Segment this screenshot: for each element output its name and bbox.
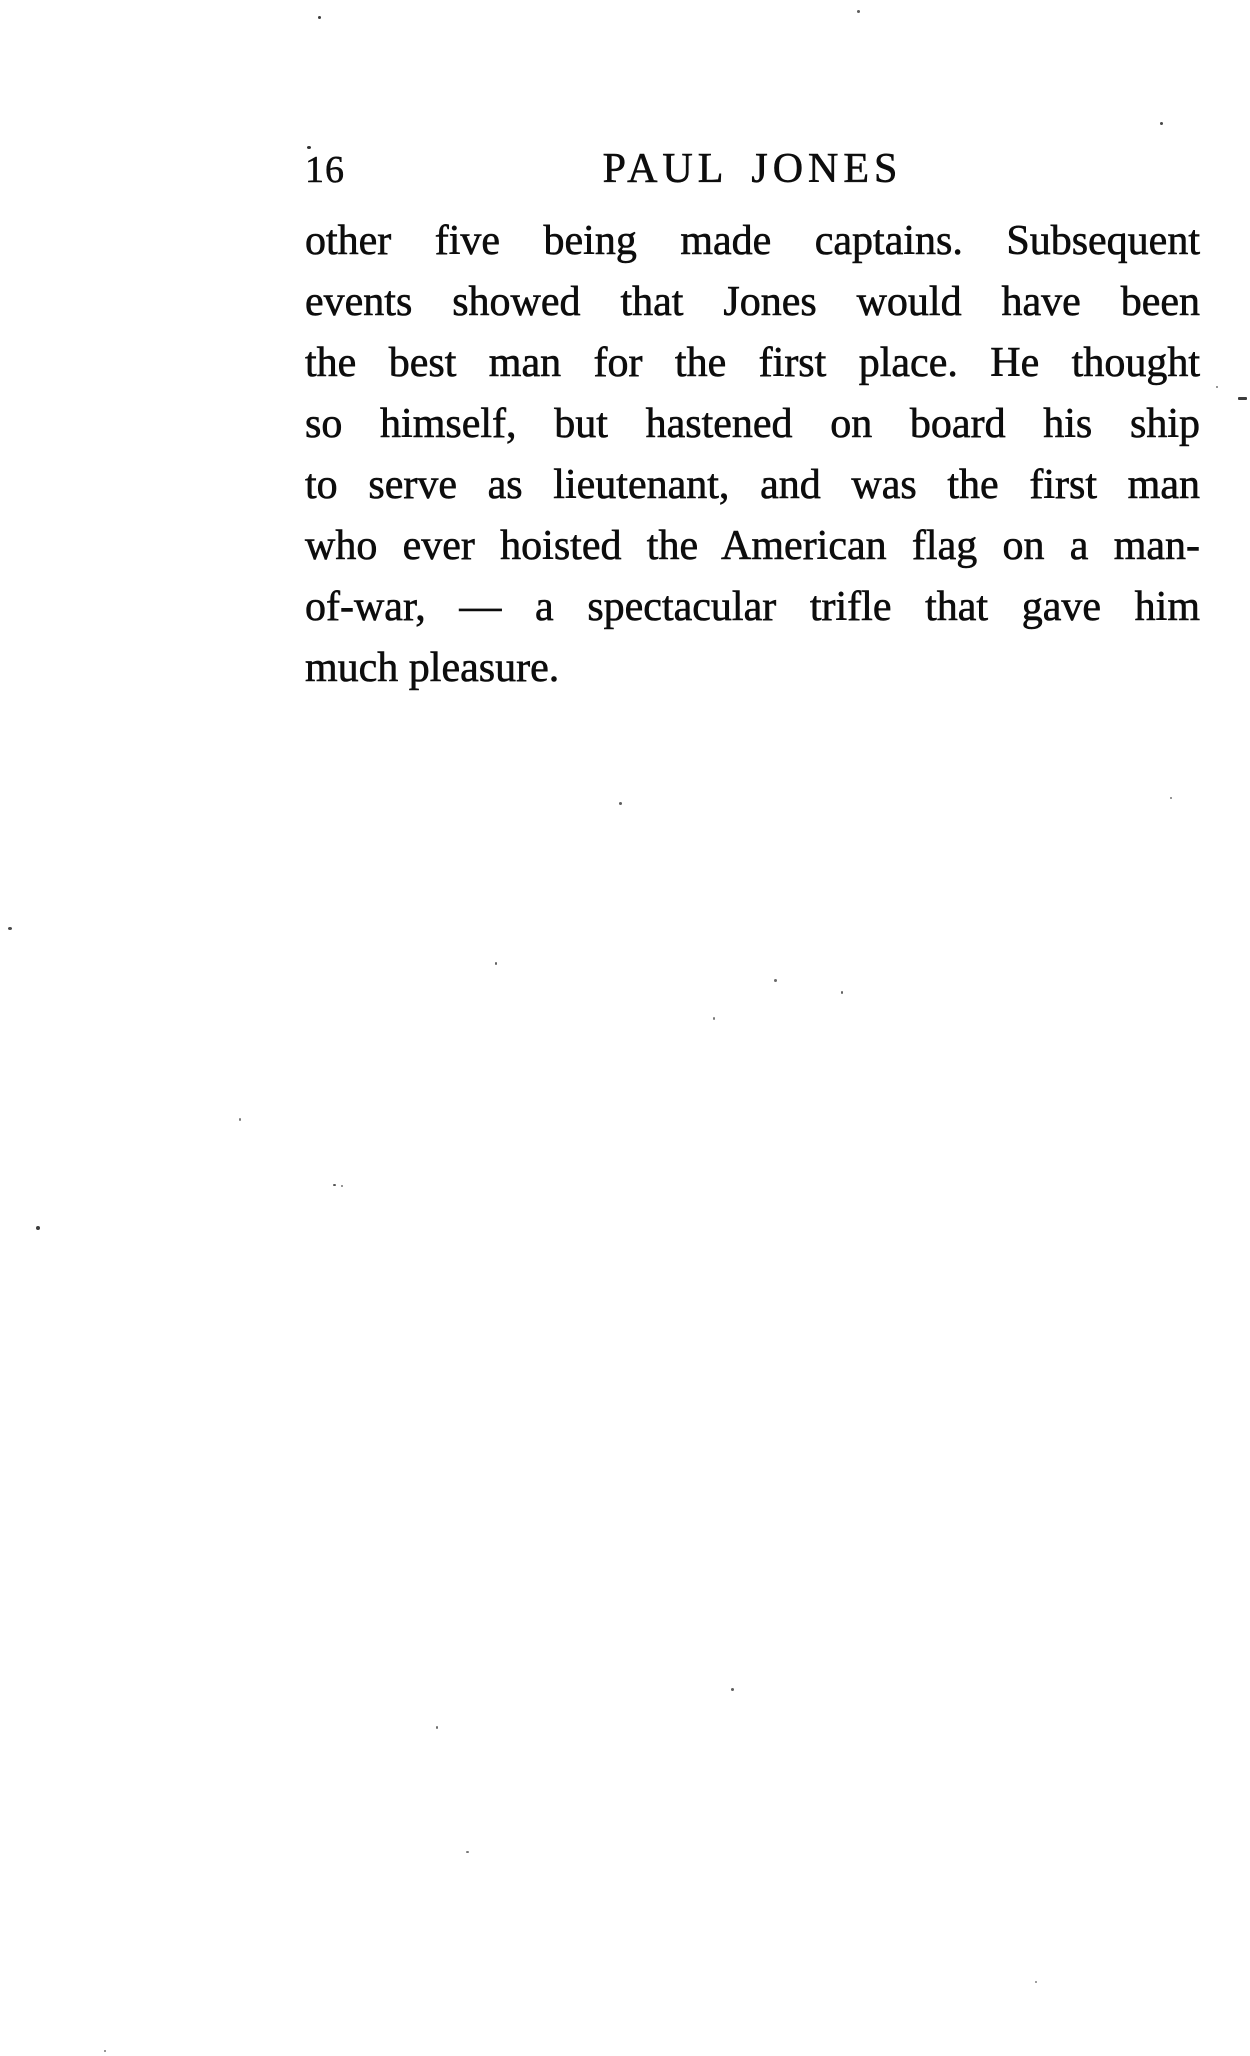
scan-speck — [36, 1226, 40, 1230]
scan-speck — [841, 991, 843, 994]
text-line: of-war, — a spectacular trifle that gave him — [305, 584, 1200, 630]
scan-speck — [341, 1185, 343, 1187]
scan-speck — [104, 2050, 106, 2052]
running-head-title: PAUL JONES — [602, 146, 903, 192]
scan-speck — [1170, 797, 1172, 799]
scan-speck — [239, 1118, 241, 1121]
scan-speck — [774, 979, 777, 982]
scan-speck — [1035, 1981, 1037, 1983]
text-line: other five being made captains. Subsequent — [305, 218, 1200, 264]
scan-speck — [1238, 397, 1247, 400]
scan-speck — [1160, 122, 1163, 125]
scan-speck — [333, 1184, 336, 1186]
scan-speck — [495, 962, 497, 965]
text-line: much pleasure. — [305, 645, 560, 691]
text-line: so himself, but hastened on board his ship — [305, 401, 1200, 447]
scan-speck — [731, 1688, 734, 1691]
text-line: events showed that Jones would have been — [305, 279, 1200, 325]
scan-speck — [1216, 386, 1218, 388]
page-number: 16 — [305, 149, 345, 191]
scan-speck — [466, 1851, 469, 1853]
scan-speck — [8, 927, 12, 930]
scan-speck — [857, 10, 860, 13]
text-line: to serve as lieutenant, and was the first man — [305, 462, 1200, 508]
scan-speck — [307, 146, 311, 149]
scan-speck — [436, 1726, 438, 1729]
scan-speck — [619, 802, 622, 805]
running-header — [305, 148, 1200, 192]
scan-speck — [713, 1017, 715, 1020]
text-line: the best man for the first place. He thought — [305, 340, 1200, 386]
text-line: who ever hoisted the American flag on a man- — [305, 523, 1200, 569]
scan-speck — [318, 16, 321, 19]
paragraph — [305, 211, 1200, 699]
